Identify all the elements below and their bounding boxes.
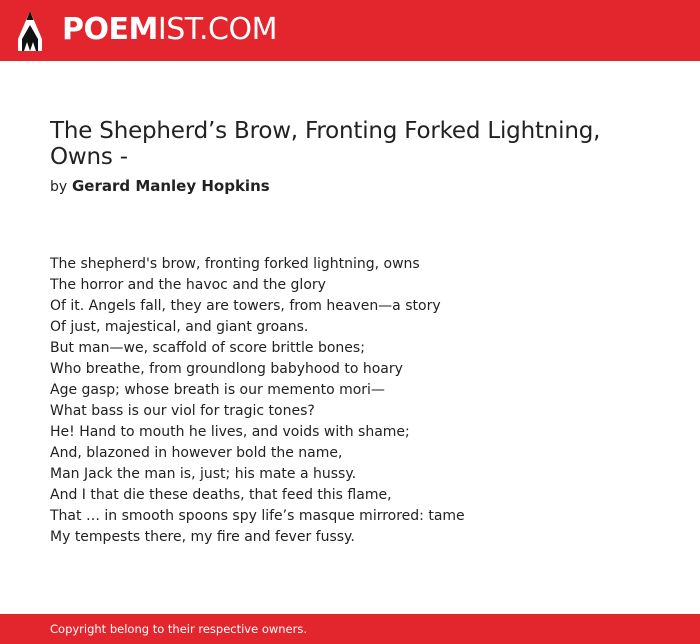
logo-bold-text: POEM — [62, 12, 158, 47]
poem-line: The horror and the havoc and the glory — [50, 277, 326, 293]
poem-line: But man—we, scaffold of score brittle bones; — [50, 340, 365, 356]
poem-title: The Shepherd’s Brow, Fronting Forked Lightning, Owns - — [50, 118, 601, 170]
poem-line: The shepherd's brow, fronting forked lightning, owns — [50, 256, 420, 272]
footer-copyright: Copyright belong to their respective owners. — [50, 622, 308, 636]
poem-line: What bass is our viol for tragic tones? — [50, 403, 315, 419]
poem-line: Age gasp; whose breath is our memento mori— — [50, 382, 385, 398]
poem-line: And, blazoned in however bold the name, — [50, 445, 343, 461]
site-footer — [0, 614, 700, 644]
poem-line: My tempests there, my fire and fever fussy. — [50, 529, 355, 545]
poem-author: Gerard Manley Hopkins — [71, 177, 270, 195]
poem-line: Man Jack the man is, just; his mate a hussy. — [50, 466, 357, 482]
poem-line: That … in smooth spoons spy life’s masque mirrored: tame — [50, 508, 465, 524]
poem-content — [50, 118, 650, 548]
poem-line: Of just, majestical, and giant groans. — [50, 319, 309, 335]
poem-line: Who breathe, from groundlong babyhood to hoary — [50, 361, 403, 377]
pencil-logo-icon — [18, 11, 42, 51]
byline-label: by — [50, 179, 68, 195]
site-header — [0, 0, 700, 61]
poem-line: He! Hand to mouth he lives, and voids with shame; — [50, 424, 410, 440]
logo-light-text: IST.COM — [157, 12, 277, 47]
poem-byline — [50, 176, 650, 197]
site-logo-text — [62, 13, 277, 47]
poem-line: And I that die these deaths, that feed this flame, — [50, 487, 392, 503]
poem-line: Of it. Angels fall, they are towers, from heaven—a story — [50, 298, 441, 314]
poem-body — [50, 254, 650, 548]
